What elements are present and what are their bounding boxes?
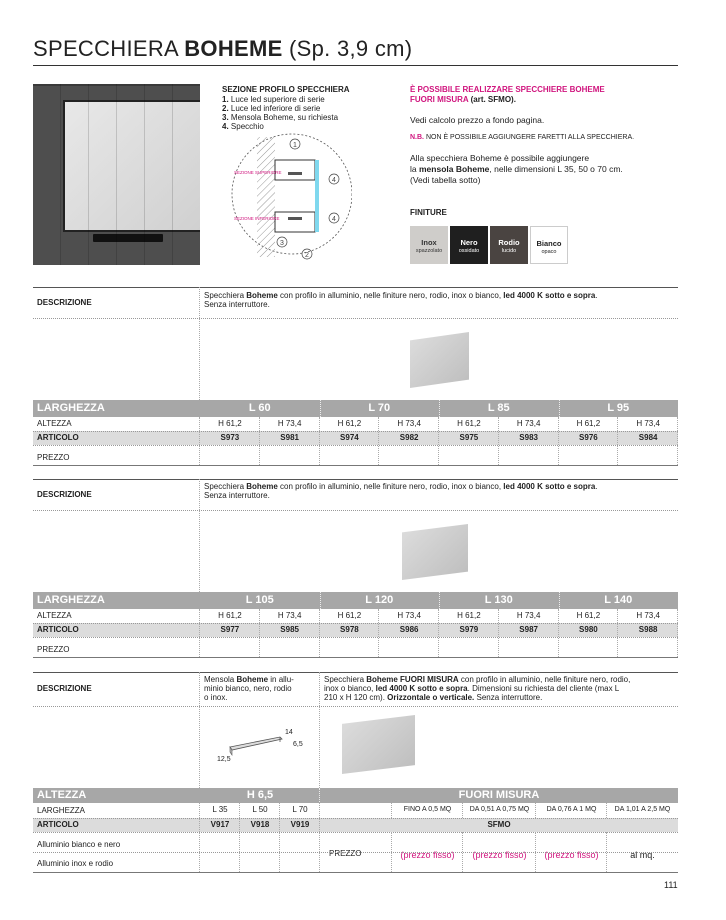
sfmo-cell: SFMO bbox=[487, 820, 511, 829]
mirror-image bbox=[402, 524, 468, 580]
band-divider bbox=[559, 592, 560, 609]
article-cell: S988 bbox=[638, 625, 658, 634]
article-cell: S987 bbox=[519, 625, 538, 634]
width-label: L 60 bbox=[248, 402, 271, 414]
articolo-label: ARTICOLO bbox=[37, 820, 79, 829]
col-divider bbox=[199, 609, 200, 657]
row-label: Alluminio bianco e nero bbox=[37, 840, 121, 849]
finish-sub: lucido bbox=[501, 248, 517, 254]
mirror-image bbox=[342, 715, 415, 774]
height-cell: H 61,2 bbox=[337, 419, 362, 428]
col-divider bbox=[391, 803, 392, 818]
col-divider bbox=[319, 417, 320, 465]
row-label: Alluminio inox e rodio bbox=[37, 859, 114, 868]
range-cell: FINO A 0,5 MQ bbox=[403, 806, 452, 813]
row-divider bbox=[33, 431, 678, 432]
price-cell: (prezzo fisso) bbox=[544, 850, 599, 860]
range-cell: DA 0,51 A 0,75 MQ bbox=[469, 806, 530, 813]
col-divider bbox=[378, 609, 379, 657]
prezzo-label: PREZZO bbox=[37, 645, 70, 654]
col-divider bbox=[535, 803, 536, 818]
section-title: SEZIONE PROFILO SPECCHIERA bbox=[222, 85, 350, 94]
product-photo bbox=[33, 84, 200, 265]
table3-fuori: FUORI MISURA bbox=[458, 789, 540, 801]
altezza-label: ALTEZZA bbox=[37, 611, 72, 620]
height-cell: H 73,4 bbox=[397, 419, 421, 428]
info-headline-2: FUORI MISURA (art. SFMO). bbox=[410, 95, 516, 104]
table-bottom bbox=[33, 465, 678, 466]
diagram-label: 3 bbox=[280, 240, 284, 247]
article-cell: S983 bbox=[519, 433, 538, 442]
info-nb: N.B. NON È POSSIBILE AGGIUNGERE FARETTI ALLA SPECCHIERA. bbox=[410, 134, 635, 141]
width-label: L 140 bbox=[604, 594, 633, 606]
diagram-label: 1 bbox=[293, 142, 297, 149]
section-diagram bbox=[222, 132, 352, 267]
col-divider bbox=[606, 803, 607, 818]
table-bottom bbox=[33, 872, 678, 873]
col-divider bbox=[438, 417, 439, 465]
col-divider bbox=[199, 417, 200, 465]
diagram-side-label: SEZIONE SUPERIORE bbox=[234, 170, 282, 175]
title-prefix: SPECCHIERA bbox=[33, 36, 185, 61]
finish-name: Bianco bbox=[536, 239, 562, 248]
col-divider bbox=[617, 609, 618, 657]
articolo-label: ARTICOLO bbox=[37, 433, 79, 442]
row-divider bbox=[33, 832, 678, 833]
prezzo-label: PREZZO bbox=[329, 849, 362, 858]
finish-name: Rodio bbox=[498, 238, 520, 247]
col-divider bbox=[462, 832, 463, 872]
table1-desc-label: DESCRIZIONE bbox=[37, 298, 92, 307]
height-cell: H 61,2 bbox=[457, 419, 481, 428]
diagram-label: 2 bbox=[305, 252, 309, 259]
title-rule bbox=[33, 65, 678, 66]
article-cell: V917 bbox=[210, 820, 230, 829]
band-divider bbox=[439, 400, 440, 417]
height-cell: H 73,4 bbox=[516, 611, 541, 620]
width-label: L 130 bbox=[484, 594, 513, 606]
width-label: L 120 bbox=[365, 594, 394, 606]
info-line-1: Vedi calcolo prezzo a fondo pagina. bbox=[410, 115, 545, 125]
diagram-label: 4 bbox=[332, 216, 336, 223]
info-headline-1: È POSSIBILE REALIZZARE SPECCHIERE BOHEME bbox=[410, 85, 605, 94]
finish-name: Nero bbox=[460, 238, 478, 247]
height-cell: H 73,4 bbox=[277, 611, 302, 620]
col-divider bbox=[498, 609, 499, 657]
article-cell: S984 bbox=[638, 433, 658, 442]
width-cell: L 35 bbox=[212, 805, 228, 814]
article-cell: S974 bbox=[340, 433, 359, 442]
table3-altezza: ALTEZZA bbox=[37, 789, 87, 801]
table1-desc-text: Specchiera Boheme con profilo in alluminio, nelle finiture nero, rodio, inox o bianco, led 4000 K sotto e sopra. Senza interruttore. bbox=[204, 291, 598, 309]
larghezza-label: LARGHEZZA bbox=[37, 806, 86, 815]
range-cell: DA 1,01 A 2,5 MQ bbox=[614, 806, 671, 813]
col-divider bbox=[378, 417, 379, 465]
section-list bbox=[222, 95, 338, 131]
width-label: L 85 bbox=[487, 402, 510, 414]
height-cell: H 73,4 bbox=[397, 611, 421, 620]
article-cell: S976 bbox=[579, 433, 598, 442]
col-divider bbox=[391, 832, 392, 872]
table3-desc-label: DESCRIZIONE bbox=[37, 684, 92, 693]
height-cell: H 61,2 bbox=[576, 419, 601, 428]
price-cell: (prezzo fisso) bbox=[400, 850, 455, 860]
col-divider bbox=[319, 609, 320, 657]
finish-name: Inox bbox=[421, 238, 437, 247]
width-label: L 105 bbox=[245, 594, 274, 606]
table3-h65: H 6,5 bbox=[246, 789, 274, 801]
col-divider bbox=[606, 832, 607, 872]
article-cell: S986 bbox=[399, 625, 419, 634]
band-divider bbox=[320, 592, 321, 609]
shelf-dim: 6,5 bbox=[293, 741, 303, 748]
finish-sub: spazzolato bbox=[415, 248, 443, 254]
info-paragraph: Alla specchiera Boheme è possibile aggiungere la mensola Boheme, nelle dimensioni L 35, 50 o 70 cm. (Vedi tabella sotto) bbox=[410, 153, 623, 185]
article-cell: S977 bbox=[220, 625, 240, 634]
page-number: 111 bbox=[664, 880, 678, 890]
col-divider bbox=[199, 803, 200, 872]
table3-desc-left: Mensola Boheme in allu- minio bianco, nero, rodio o inox. bbox=[204, 675, 294, 702]
col-divider bbox=[617, 417, 618, 465]
col-divider bbox=[438, 609, 439, 657]
range-cell: DA 0,76 A 1 MQ bbox=[546, 806, 597, 813]
height-cell: H 73,4 bbox=[636, 611, 660, 620]
col-divider bbox=[558, 609, 559, 657]
diagram-side-label: SEZIONE INFERIORE bbox=[234, 216, 280, 221]
row-divider bbox=[33, 623, 678, 624]
row-divider bbox=[33, 445, 678, 446]
finish-sub: ossidato bbox=[458, 248, 480, 254]
article-cell: V918 bbox=[250, 820, 270, 829]
band-divider bbox=[559, 400, 560, 417]
col-divider bbox=[677, 609, 678, 657]
article-cell: S981 bbox=[280, 433, 299, 442]
section-item: 1. Luce led superiore di serie bbox=[222, 95, 325, 104]
finiture-title: FINITURE bbox=[410, 208, 447, 217]
col-divider bbox=[498, 417, 499, 465]
section-item: 3. Mensola Boheme, su richiesta bbox=[222, 113, 339, 122]
band-divider bbox=[439, 592, 440, 609]
width-label: L 70 bbox=[368, 402, 391, 414]
table2-desc-label: DESCRIZIONE bbox=[37, 490, 92, 499]
article-cell: S975 bbox=[459, 433, 479, 442]
height-cell: H 73,4 bbox=[277, 419, 302, 428]
col-divider bbox=[259, 609, 260, 657]
col-divider bbox=[239, 803, 240, 872]
table1-larghezza: LARGHEZZA bbox=[37, 402, 105, 414]
finish-swatch bbox=[410, 226, 448, 264]
diagram-label: 4 bbox=[332, 177, 336, 184]
finish-swatch bbox=[530, 226, 568, 264]
altezza-label: ALTEZZA bbox=[37, 419, 72, 428]
row-divider bbox=[33, 637, 678, 638]
title-suffix: (Sp. 3,9 cm) bbox=[282, 36, 413, 61]
table3-desc-right: Specchiera Boheme FUORI MISURA con profilo in alluminio, nelle finiture nero, rodio, inox o bianco, led 4000 K sotto e sopra. Dimensioni su richiesta del cliente (max L 210 x H 120 cm). Orizzontale o verticale. Senza interruttore. bbox=[324, 675, 631, 702]
article-cell: S973 bbox=[220, 433, 240, 442]
price-cell: al mq. bbox=[630, 850, 655, 860]
table2-larghezza: LARGHEZZA bbox=[37, 594, 105, 606]
article-cell: S985 bbox=[280, 625, 299, 634]
height-cell: H 61,2 bbox=[218, 611, 242, 620]
shelf-dim: 12,5 bbox=[217, 756, 231, 763]
finish-sub: opaco bbox=[541, 249, 557, 255]
height-cell: H 61,2 bbox=[576, 611, 601, 620]
section-item: 2. Luce led inferiore di serie bbox=[222, 104, 321, 113]
page-title bbox=[33, 36, 412, 62]
title-name: BOHEME bbox=[184, 36, 283, 61]
col-divider bbox=[279, 803, 280, 872]
height-cell: H 73,4 bbox=[516, 419, 541, 428]
table-bottom bbox=[33, 657, 678, 658]
article-cell: V919 bbox=[290, 820, 310, 829]
section-item: 4. Specchio bbox=[222, 122, 264, 131]
price-cell: (prezzo fisso) bbox=[472, 850, 527, 860]
width-cell: L 50 bbox=[252, 805, 268, 814]
height-cell: H 61,2 bbox=[218, 419, 242, 428]
height-cell: H 61,2 bbox=[457, 611, 481, 620]
mirror-image bbox=[410, 332, 469, 388]
col-divider bbox=[319, 803, 320, 872]
finish-swatch bbox=[490, 226, 528, 264]
article-cell: S979 bbox=[459, 625, 479, 634]
col-divider bbox=[677, 417, 678, 465]
finish-swatch bbox=[450, 226, 488, 264]
table2-desc-text: Specchiera Boheme con profilo in alluminio, nelle finiture nero, rodio, inox o bianco, led 4000 K sotto e sopra. Senza interruttore. bbox=[204, 482, 598, 500]
shelf-dim: 14 bbox=[285, 729, 293, 736]
col-divider bbox=[462, 803, 463, 818]
article-cell: S980 bbox=[579, 625, 598, 634]
height-cell: H 61,2 bbox=[337, 611, 362, 620]
band-divider bbox=[320, 400, 321, 417]
col-divider bbox=[535, 832, 536, 872]
width-label: L 95 bbox=[607, 402, 630, 414]
col-divider bbox=[259, 417, 260, 465]
width-cell: L 70 bbox=[292, 805, 308, 814]
articolo-label: ARTICOLO bbox=[37, 625, 79, 634]
article-cell: S982 bbox=[399, 433, 419, 442]
row-divider bbox=[33, 818, 678, 819]
col-divider bbox=[558, 417, 559, 465]
prezzo-label: PREZZO bbox=[37, 453, 70, 462]
height-cell: H 73,4 bbox=[636, 419, 660, 428]
row-divider bbox=[33, 852, 678, 853]
article-cell: S978 bbox=[340, 625, 359, 634]
